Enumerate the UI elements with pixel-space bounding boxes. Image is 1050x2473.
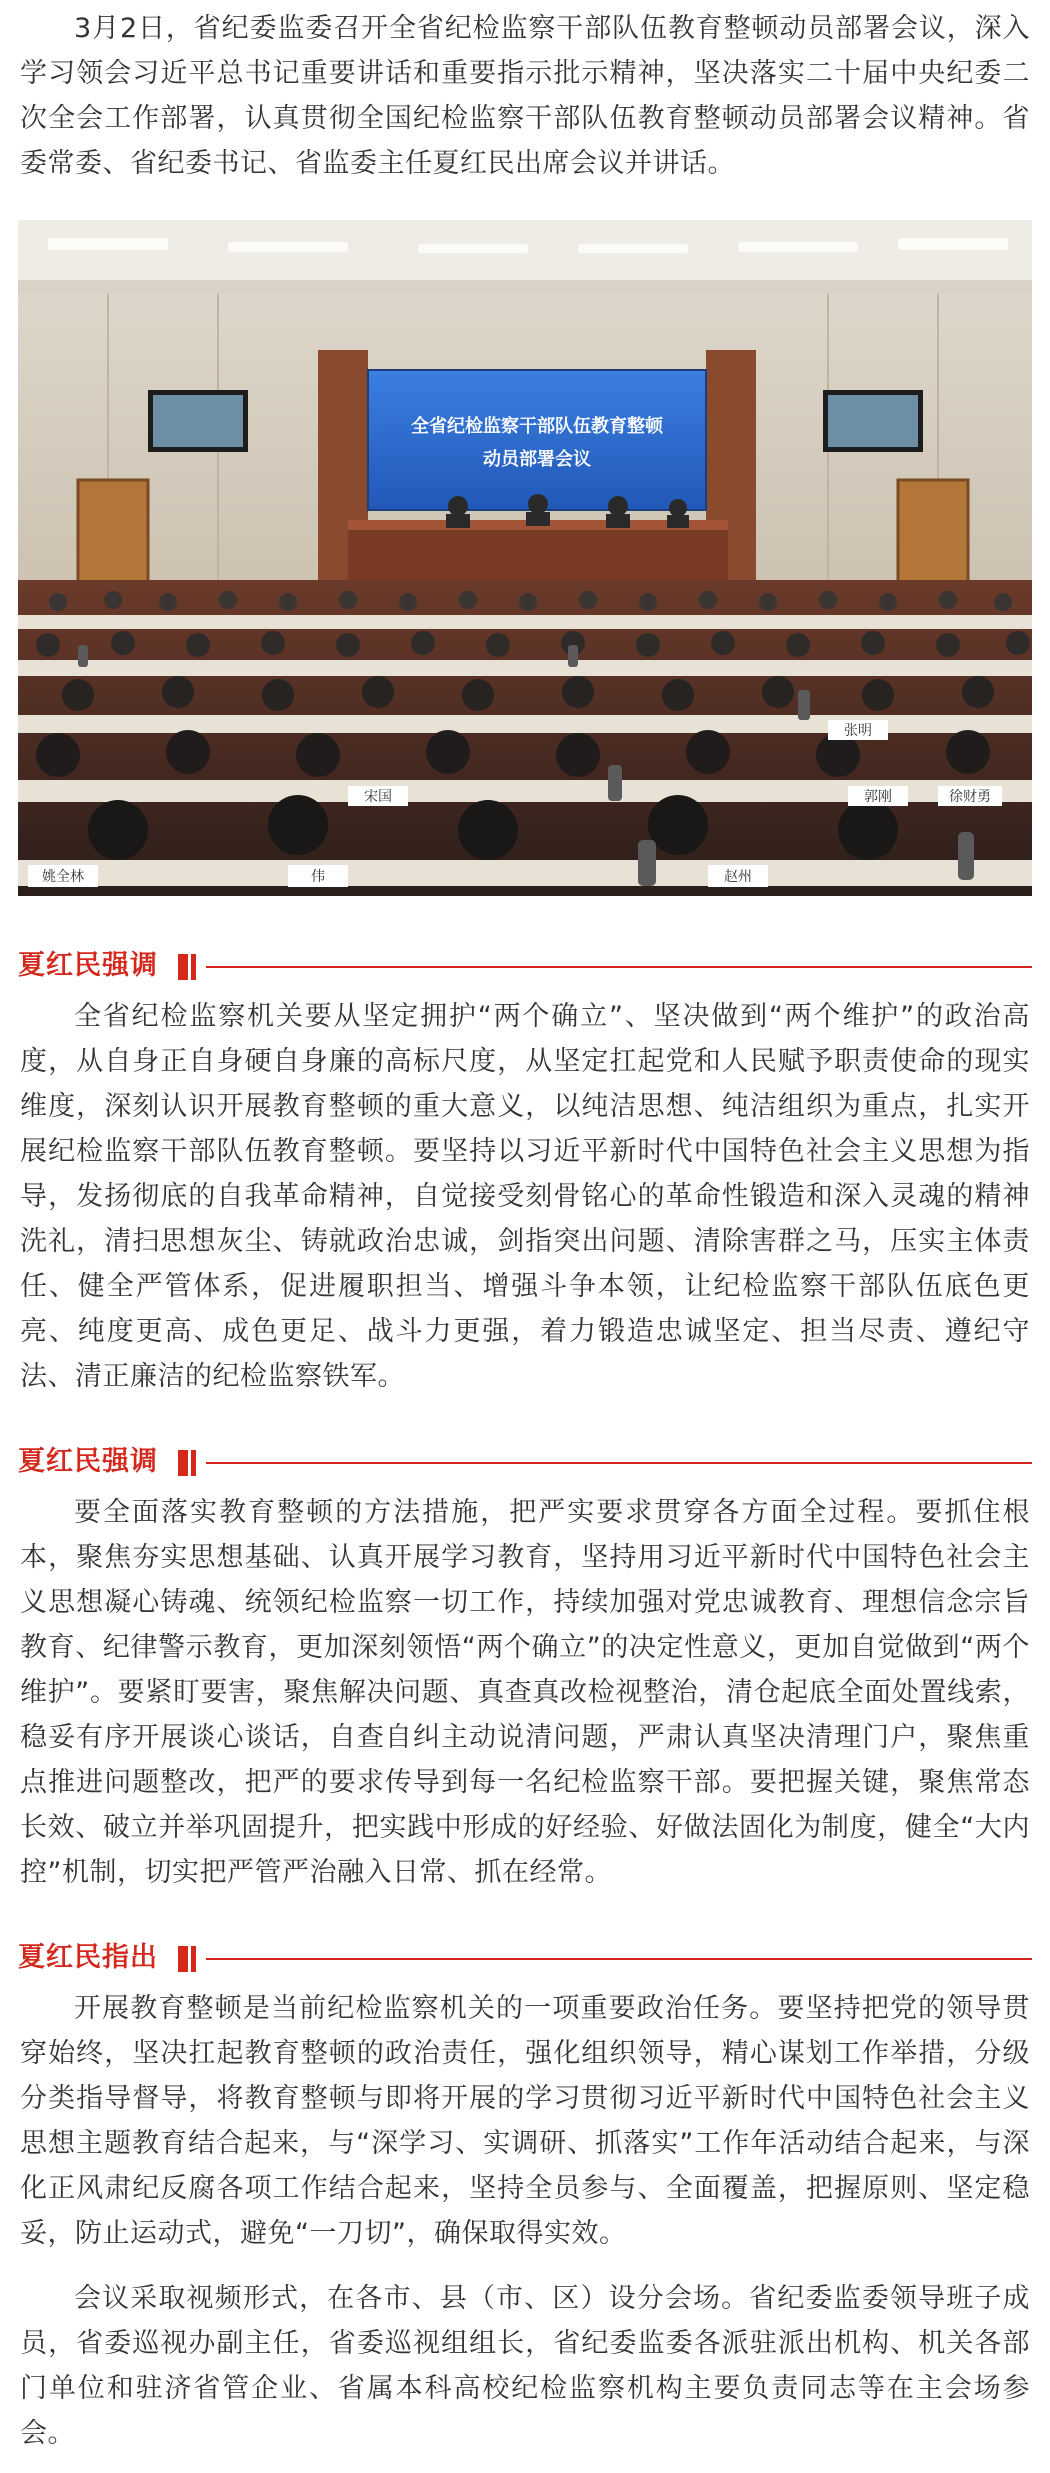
section-header-1 [18,948,1032,984]
intro-paragraph: 3月2日，省纪委监委召开全省纪检监察干部队伍教育整顿动员部署会议，深入学习领会习近平总书记重要讲话和重要指示批示精神，坚决落实二十届中央纪委二次全会工作部署，认真贯彻全国纪检监察干部队伍教育整顿动员部署会议精神。省委常委、省纪委书记、省监委主任夏红民出席会议并讲话。 [20,13,1030,179]
main-screen [368,370,706,510]
section-title-2: 夏红民强调 [18,1446,158,1477]
nameplate-2: 伟 [311,869,325,885]
nameplate-5: 徐财勇 [949,789,991,805]
section-body-1: 全省纪检监察机关要从坚定拥护“两个确立”、坚决做到“两个维护”的政治高度，从自身正自身硬自身廉的高标尺度，从坚定扛起党和人民赋予职责使命的现实维度，深刻认识开展教育整顿的重大意义，以纯洁思想、纯洁组织为重点，扎实开展纪检监察干部队伍教育整顿。要坚持以习近平新时代中国特色社会主义思想为指导，发扬彻底的自我革命精神，自觉接受刻骨铭心的革命性锻造和深入灵魂的精神洗礼，清扫思想灰尘、铸就政治忠诚，剑指突出问题、清除害群之马，压实主体责任、健全严管体系，促进履职担当、增强斗争本领，让纪检监察干部队伍底色更亮、纯度更高、成色更足、战斗力更强，着力锻造忠诚坚定、担当尽责、遵纪守法、清正廉洁的纪检监察铁军。 [20,1001,1030,1392]
ceiling [18,220,1032,290]
section-body-3: 开展教育整顿是当前纪检监察机关的一项重要政治任务。要坚持把党的领导贯穿始终，坚决扛起教育整顿的政治责任，强化组织领导，精心谋划工作举措，分级分类指导督导，将教育整顿与即将开展的学习贯彻习近平新时代中国特色社会主义思想主题教育结合起来，与“深学习、实调研、抓落实”工作年活动结合起来，与深化正风肃纪反腐各项工作结合起来，坚持全员参与、全面覆盖，把握原则、坚定稳妥，防止运动式，避免“一刀切”，确保取得实效。 [20,1993,1030,2249]
nameplate-3: 赵州 [724,869,752,885]
section-divider [206,1958,1032,1960]
section-marker-icon [178,954,202,980]
nameplate-6: 宋国 [364,789,392,805]
section-divider [206,1462,1032,1464]
section-marker-icon [178,1450,202,1476]
section-divider [206,966,1032,968]
section-header-3 [18,1940,1032,1976]
section-body-2: 要全面落实教育整顿的方法措施，把严实要求贯穿各方面全过程。要抓住根本，聚焦夯实思想基础、认真开展学习教育，坚持用习近平新时代中国特色社会主义思想凝心铸魂、统领纪检监察一切工作，持续加强对党忠诚教育、理想信念宗旨教育、纪律警示教育，更加深刻领悟“两个确立”的决定性意义，更加自觉做到“两个维护”。要紧盯要害，聚焦解决问题、真查真改检视整治，清仓起底全面处置线索，稳妥有序开展谈心谈话，自查自纠主动说清问题，严肃认真坚决清理门户，聚焦重点推进问题整改，把严的要求传导到每一名纪检监察干部。要把握关键，聚焦常态长效、破立并举巩固提升，把实践中形成的好经验、好做法固化为制度，健全“大内控”机制，切实把严管严治融入日常、抓在经常。 [20,1497,1030,1888]
section-title-1: 夏红民强调 [18,950,158,981]
section-title-3: 夏红民指出 [18,1942,158,1973]
screen-title-line2: 动员部署会议 [483,449,591,470]
section-header-2 [18,1444,1032,1480]
screen-title-line1: 全省纪检监察干部队伍教育整顿 [411,416,663,437]
nameplate-7: 郭刚 [864,789,892,805]
closing-paragraph: 会议采取视频形式，在各市、县（市、区）设分会场。省纪委监委领导班子成员，省委巡视办副主任，省委巡视组组长，省纪委监委各派驻派出机构、机关各部门单位和驻济省管企业、省属本科高校纪检监察机构主要负责同志等在主会场参会。 [20,2283,1030,2449]
nameplate-4: 张明 [844,723,872,739]
section-marker-icon [178,1946,202,1972]
nameplate-1: 姚全林 [42,869,84,885]
conference-photo [18,220,1032,896]
